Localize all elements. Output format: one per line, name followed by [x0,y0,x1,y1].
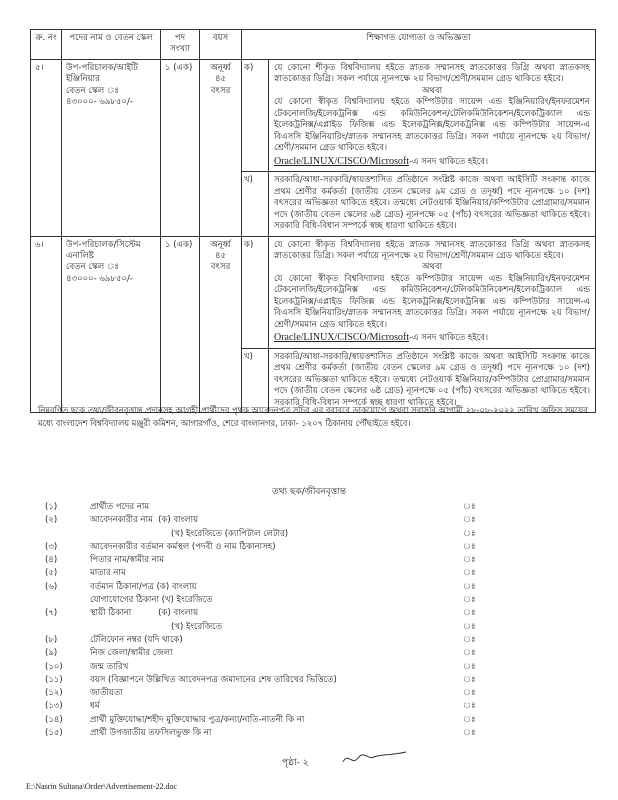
form-item [45,635,475,648]
post-name: উপ-পরিচালক/আইটি ইঞ্জিনিয়ার [66,62,138,85]
qualification-ka [242,237,595,349]
colon: ঃ [463,648,476,659]
form-fields-list [45,502,475,741]
colon: ঃ [463,541,476,552]
item-number: (১১) [45,674,63,685]
colon: ঃ [463,595,476,606]
form-item [45,728,475,741]
form-item [45,568,475,581]
table-row [31,236,596,413]
item-label: প্রার্থী উপজাতীয় তফসিলভুক্ত কি না [90,728,212,739]
colon: ঃ [463,528,476,539]
alt-degree-requirement: যে কোনো স্বীকৃত বিশ্ববিদ্যালয় হইতে কম্পিউটার সায়েন্স এন্ড ইঞ্জিনিয়ারিং/ইনফরমেশন টেকনোলজি/ইলেকট্রনিক্স এন্ড কমিউনিকেশন/টেলিকমিউনিকেশন/ইলেকট্রিক্যাল এন্ড ইলেকট্রনিক্স/এপ্লাইড ফিজিক্স এন্ড ইলেকট্রনিক্স/ইলেকট্রনিক্স এন্ড কম্পিউটার সায়েন্স-এ বিএসসি ইঞ্জিনিয়ারিং/স্নাতক সম্মানসহ স্নাতকোত্তর ডিগ্রি। সকল পর্যায়ে ন্যূনপক্ষে ২য় বিভাগ/শ্রেণী/সমমান গ্রেড থাকিতে হইবে। [274,97,590,154]
qualification-ka [242,60,595,172]
experience-requirement: সরকারি/আধা-সরকারি/স্বায়ত্তশাসিত প্রতিষ্ঠানে সংশ্লিষ্ট কাজে অথবা আইসিটি সংক্রান্ত কাজে প্রথম শ্রেণীর কর্মকর্তা (জাতীয় বেতন স্কেলের ৯ম গ্রেড ও তদূর্ধ্ব) পদে ন্যূনপক্ষে ১০ (দশ) বৎসরের অভিজ্ঞতা থাকিতে হইবে। তন্মধ্যে নেটওয়ার্ক ইঞ্জিনিয়ার/কম্পিউটার প্রোগ্রামার/সমমান পদে (জাতীয় বেতন স্কেলের ৬ষ্ঠ গ্রেড) ন্যূনপক্ষে ০৫ (পাঁচ) বৎসরের অভিজ্ঞতা থাকিতে হইবে। সরকারি বিধি-বিধান সম্পর্কে স্বচ্ছ ধারণা থাকিতে হইবে। [274,175,590,232]
serial: ৬। [35,239,44,250]
kha-label: খ) [242,349,269,412]
colon: ঃ [463,701,476,712]
application-instruction: নিম্নবর্ণিত ছকে তথ্য/জীবনবৃত্তান্ত প্রদানসহ আগ্রহী প্রার্থীদের পৃথক আবেদনপত্র সচিব এর বরাবরে ডাকযোগে অথবা সরাসরি আগামী ২৮-০৮-২০২২ তারিখ অফিস সময়ের মধ্যে বাংলাদেশ বিশ্ববিদ্যালয় মঞ্জুরী কমিশন, আগারগাঁও, শেরে বাংলানগর, ঢাকা- ১২০৭ ঠিকানায় পৌঁছাইতে হইবে। [38,405,588,429]
age-limit: অনূর্ধ্ব ৪৫ বৎসর [210,62,231,96]
form-item [45,675,475,688]
item-number: (১২) [45,688,63,699]
degree-requirement: যে কোনো স্বীকৃত বিশ্ববিদ্যালয় হইতে স্নাতক সম্মানসহ স্নাতকোত্তর ডিগ্রি অথবা স্নাতকসহ স্নাতকোত্তর ডিগ্রি। সকল পর্যায়ে ন্যূনপক্ষে ২য় বিভাগ/শ্রেণী/সমমান গ্রেড থাকিতে হইবে। [274,239,590,261]
form-item [45,662,475,675]
item-number: (১) [45,502,58,512]
form-item [45,648,475,661]
header-age: বয়স [200,30,242,60]
colon: ঃ [463,688,476,699]
colon: ঃ [463,621,476,632]
item-label: মাতার নাম [90,568,126,579]
count-cell [161,59,200,236]
form-item [45,595,475,608]
item-number: (১০) [45,661,63,672]
item-number: (১৫) [45,728,63,739]
form-item [45,555,475,568]
table-row [31,59,596,236]
or-label: অথবা [421,85,443,96]
qualification-kha [242,172,595,235]
item-number: (৮) [45,634,58,645]
form-item [45,582,475,595]
item-number: (৩) [45,541,58,552]
serial: ৫। [35,62,44,73]
item-label: বয়স (বিজ্ঞাপনে উল্লিখিত আবেদনপত্র জমাদানের শেষ তারিখের ভিত্তিতে) [90,674,337,685]
item-label: (খ) ইংরেজিতে (ক্যাপিটাল লেটার) [90,528,289,539]
form-item [45,515,475,528]
form-title: তথ্য ছক/জীবনবৃত্তান্ত [271,487,347,497]
serial-cell [31,59,62,236]
or-label: অথবা [421,262,443,273]
item-label: জাতীয়তা [90,688,123,699]
signature [340,748,410,772]
post-cell [62,236,161,413]
post-cell [62,59,161,236]
item-number: (৭) [45,608,58,619]
table-header-row [31,30,596,60]
colon: ঃ [463,581,476,592]
item-label: আবেদনকারীর নাম (ক) বাংলায় [90,515,199,526]
colon: ঃ [463,714,476,725]
ka-label: ক) [242,237,269,348]
item-number: (১৪) [45,714,63,725]
experience-requirement: সরকারি/আধা-সরকারি/স্বায়ত্তশাসিত প্রতিষ্ঠানে সংশ্লিষ্ট কাজে অথবা আইসিটি সংক্রান্ত কাজে প্রথম শ্রেণীর কর্মকর্তা (জাতীয় বেতন স্কেলের ৯ম গ্রেড ও তদূর্ধ্ব) পদে ন্যূনপক্ষে ১০ (দশ) বৎসরের অভিজ্ঞতা থাকিতে হইবে। তন্মধ্যে নেটওয়ার্ক ইঞ্জিনিয়ার/কম্পিউটার প্রোগ্রামার/সমমান পদে (জাতীয় বেতন স্কেলের ৬ষ্ঠ গ্রেড) ন্যূনপক্ষে ০৫ (পাঁচ) বৎসরের অভিজ্ঞতা থাকিতে হইবে। সরকারি বিধি-বিধান সম্পর্কে স্বচ্ছ ধারণা থাকিতে হইবে। [274,351,590,408]
cert-suffix: -এ সনদ থাকিতে হইবে। [408,333,488,344]
form-item [45,622,475,635]
colon: ঃ [463,515,476,526]
positions-table [30,29,596,413]
item-label: (খ) ইংরেজিতে [90,621,222,632]
item-label: প্রার্থীত পদের নাম [90,502,150,512]
page-number: পৃষ্ঠা- ২ [282,758,309,768]
item-number: (৯) [45,648,58,659]
item-label: আবেদনকারীর বর্তমান কর্মস্থল (পদবী ও নাম ঠিকানাসহ) [90,541,276,552]
alt-degree-requirement: যে কোনো স্বীকৃত বিশ্ববিদ্যালয় হইতে কম্পিউটার সায়েন্স এন্ড ইঞ্জিনিয়ারিং/ইনফরমেশন টেকনোলজি/ইলেকট্রনিক্স এন্ড কমিউনিকেশন/টেলিকমিউনিকেশন/ইলেকট্রিক্যাল এন্ড ইলেকট্রনিক্স/এপ্লাইড ফিজিক্স এন্ড ইলেকট্রনিক্স/ইলেকট্রনিক্স এন্ড কম্পিউটার সায়েন্স-এ বিএসসি ইঞ্জিনিয়ারিং/স্নাতক সম্মানসহ স্নাতকোত্তর ডিগ্রি। সকল পর্যায়ে ন্যূনপক্ষে ২য় বিভাগ/শ্রেণী/সমমান গ্রেড থাকিতে হইবে। [274,273,590,330]
kha-label: খ) [242,172,269,235]
scale-label: বেতন স্কেল ঃ [66,85,120,96]
item-label: ধর্ম [90,701,100,712]
serial-cell [31,236,62,413]
header-count: পদ সংখ্যা [161,30,200,60]
item-label: নিজ জেলা/স্বামীর জেলা [90,648,173,659]
item-number: (৪) [45,555,58,566]
age-limit: অনূর্ধ্ব ৪৫ বৎসর [210,239,231,273]
cert-suffix: -এ সনদ থাকিতে হইবে। [408,156,488,167]
ka-label: ক) [242,60,269,171]
post-name: উপ-পরিচালক/সিস্টেম এনালিষ্ট [66,239,141,261]
item-label: স্থায়ী ঠিকানা (ক) বাংলায় [90,608,199,619]
file-path: E:\Nasrin Sultana\Order\Advertisement-22.doc [26,782,178,791]
form-item [45,542,475,555]
post-count: ১ (এক) [165,62,193,73]
item-number [45,529,90,542]
qualification-cell [242,236,596,413]
colon: ঃ [463,728,476,739]
age-cell [200,59,242,236]
cert-names: Oracle/LINUX/CISCO/Microsoft [274,332,409,344]
colon: ঃ [463,674,476,685]
header-post: পদের নাম ও বেতন স্কেল [62,30,161,60]
colon: ঃ [463,634,476,645]
header-serial: ক্র. নং [31,30,62,60]
item-number: (৬) [45,581,58,592]
item-number: (২) [45,515,58,526]
colon: ঃ [463,568,476,579]
form-item [45,688,475,701]
item-label: যোগাযোগের ঠিকানা (খ) ইংরেজিতে [90,595,213,606]
form-item [45,701,475,714]
pay-scale: ৪৩০০০- ৬৯৮৫০/- [66,273,133,284]
scale-label: বেতন স্কেল ঃ [66,262,120,273]
header-qualification: শিক্ষাগত যোগ্যতা ও অভিজ্ঞতা [242,30,596,60]
item-label: বর্তমান ঠিকানা/পত্র (ক) বাংলায় [90,581,197,592]
colon: ঃ [463,608,476,619]
item-number [45,622,90,635]
form-item [45,608,475,621]
age-cell [200,236,242,413]
qualification-kha [242,349,595,412]
colon: ঃ [463,555,476,566]
form-item [45,502,475,515]
pay-scale: ৪৩০০০- ৬৯৮৫০/- [66,97,133,108]
item-label: প্রার্থী মুক্তিযোদ্ধা/শহীদ মুক্তিযোদ্ধার পুত্র/কন্যা/নাতি-নাতনী কি না [90,714,305,725]
item-number: (৫) [45,568,58,579]
item-number [45,595,90,608]
form-item [45,715,475,728]
item-label: জন্ম তারিখ [90,661,129,672]
cert-names: Oracle/LINUX/CISCO/Microsoft [274,155,409,167]
colon: ঃ [463,502,476,512]
qualification-cell [242,59,596,236]
count-cell [161,236,200,413]
colon: ঃ [463,661,476,672]
form-item [45,529,475,542]
degree-requirement: যে কোনো শীকৃত বিশ্ববিদ্যালয় হইতে স্নাতক সম্মানসহ স্নাতকোত্তর ডিগ্রি অথবা স্নাতকসহ স্নাতকোত্তর ডিগ্রি। সকল পর্যায়ে ন্যূনপক্ষে ২য় বিভাগ/শ্রেণী/সমমান গ্রেড থাকিতে হইবে। [274,62,590,85]
item-label: পিতার নাম/স্বামীর নাম [90,555,164,566]
post-count: ১ (এক) [165,239,193,250]
item-number: (১৩) [45,701,63,712]
item-label: টেলিফোন নম্বর (যদি থাকে) [90,634,183,645]
